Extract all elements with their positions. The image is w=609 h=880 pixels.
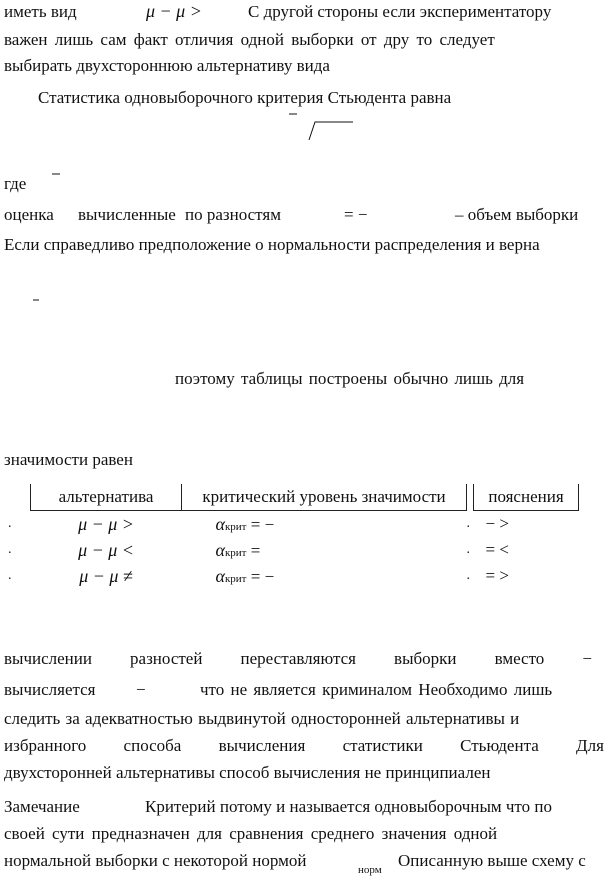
text-fragment: вычисляется [4,680,96,699]
text-fragment: иметь вид [4,2,77,21]
table-cell-critical: αкрит = [215,539,261,560]
text-line: избранного способа вычисления статистики Стьюдента Для [4,736,604,755]
text-fragment: С другой стороны если экспериментатору [248,2,552,21]
table-cell-explanation: = > [485,566,509,585]
text-line: Статистика одновыборочного критерия Стьюдента равна [38,88,452,107]
text-fragment: что не является криминалом Необходимо лишь [200,680,553,699]
table-cell-explanation: = < [485,540,509,559]
table-row: . μ − μ < αкрит = . = < [8,537,579,563]
alternatives-table [8,484,579,589]
text-line: вычислении разностей переставляются выборки вместо − [4,649,592,668]
remark-label: Замечание [4,797,80,816]
text-line [4,2,77,22]
text-line: где [4,174,27,193]
overbar-mark [30,296,44,304]
math-expression: μ − μ > [146,1,202,21]
table-cell-alternative: μ − μ > [78,513,134,534]
text-fragment: по разностям [185,205,281,224]
table-cell-alternative: μ − μ < [78,539,134,560]
table-header: критический уровень значимости [182,484,467,511]
table-header: альтернатива [31,484,182,511]
table-cell-critical: αкрит = − [215,513,275,534]
table-cell-explanation: − > [485,514,509,533]
text-fragment: нормальной выборки с некоторой нормой [4,851,307,870]
text-fragment: вычисленные [78,205,176,224]
text-line: двухсторонней альтернативы способ вычисления не принципиален [4,763,491,782]
text-line: важен лишь сам факт отличия одной выборки от дру то следует [4,30,495,49]
formula-fragment: = − [344,205,368,224]
overbar-mark [48,170,68,178]
text-line: Если справедливо предположение о нормальности распределения и верна [4,235,540,254]
table-header-row [8,484,579,511]
table-cell-alternative: μ − μ ≠ [79,565,133,586]
table-header: пояснения [474,484,579,511]
table-row: . μ − μ ≠ αкрит = − . = > [8,563,579,589]
text-fragment: оценка [4,205,54,224]
formula-fraction-mark [283,110,363,146]
text-fragment: – объем выборки [455,205,579,224]
text-line: своей сути предназначен для сравнения среднего значения одной [4,824,498,843]
text-line: выбирать двухстороннюю альтернативу вида [4,56,330,75]
formula-fragment: − [136,680,146,699]
table-row: . μ − μ > αкрит = − . − > [8,511,579,538]
text-line: значимости равен [4,450,133,469]
table-cell-critical: αкрит = − [215,565,275,586]
text-line: следить за адекватностью выдвинутой односторонней альтернативы и [4,709,520,728]
text-fragment: Критерий потому и называется одновыборочным что по [145,797,552,816]
text-fragment: Описанную выше схему с [398,851,586,870]
text-line: поэтому таблицы построены обычно лишь для [175,369,525,388]
subscript-norm: норм [358,864,382,876]
